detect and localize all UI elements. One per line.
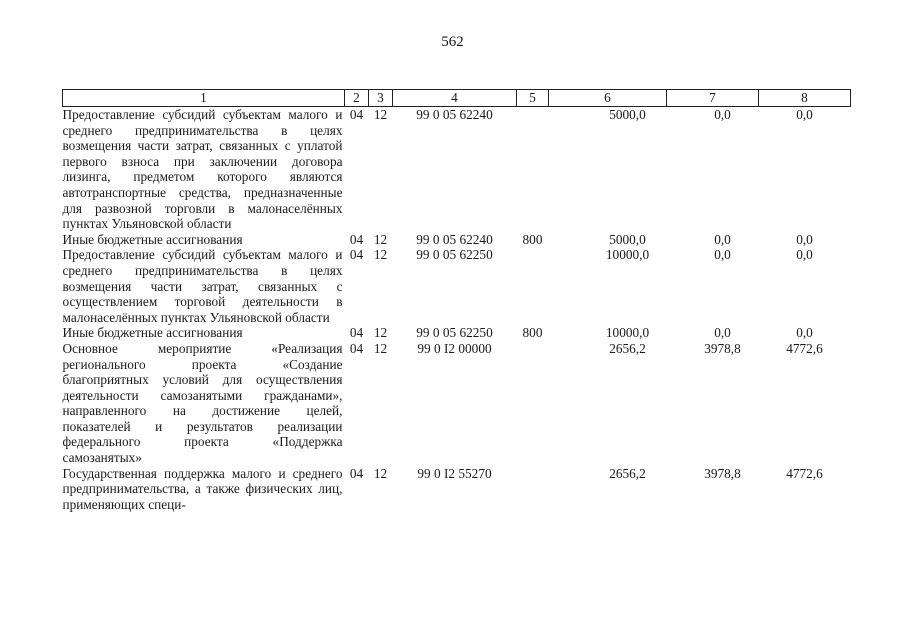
column-header: 5 bbox=[517, 90, 549, 107]
row-section: 04 bbox=[349, 340, 364, 356]
row-description: Иные бюджетные ассигнования bbox=[62, 231, 243, 247]
row-description: Предоставление субсидий субъектам малого и среднего предпринимательства в целях возмещения части затрат, связанных с осуществлением торговой деятельности в малонаселённых пунктах Ульяновской области bbox=[62, 247, 343, 325]
budget-table bbox=[62, 89, 851, 512]
row-amount-8: 4772,6 bbox=[786, 340, 823, 356]
row-section: 04 bbox=[349, 465, 364, 481]
row-expense-type bbox=[517, 341, 549, 466]
row-description: Государственная поддержка малого и среднего предпринимательства, а также физических лиц, применяющих специ- bbox=[62, 465, 343, 512]
row-amount-8: 4772,6 bbox=[786, 465, 823, 481]
row-subsection: 12 bbox=[373, 107, 388, 122]
header-row bbox=[63, 90, 851, 107]
table-row bbox=[63, 341, 851, 466]
row-amount-6: 10000,0 bbox=[605, 325, 650, 341]
row-amount-6: 2656,2 bbox=[609, 340, 646, 356]
row-amount-7: 3978,8 bbox=[704, 465, 741, 481]
table-row bbox=[63, 232, 851, 248]
row-amount-8: 0,0 bbox=[796, 231, 813, 247]
column-header: 4 bbox=[393, 90, 517, 107]
column-header: 8 bbox=[759, 90, 851, 107]
row-amount-8: 0,0 bbox=[796, 247, 813, 263]
row-section: 04 bbox=[349, 231, 364, 247]
row-amount-6: 2656,2 bbox=[609, 465, 646, 481]
column-header: 6 bbox=[549, 90, 667, 107]
table-row bbox=[63, 325, 851, 341]
row-expense-type bbox=[517, 107, 549, 232]
row-subsection: 12 bbox=[373, 340, 388, 356]
table-row bbox=[63, 466, 851, 513]
row-expense-type: 800 bbox=[522, 325, 543, 341]
row-amount-7: 0,0 bbox=[714, 247, 731, 263]
row-target-code: 99 0 I2 00000 bbox=[417, 340, 492, 356]
row-amount-6: 10000,0 bbox=[605, 247, 650, 263]
row-subsection: 12 bbox=[373, 247, 388, 263]
row-section: 04 bbox=[349, 325, 364, 341]
row-target-code: 99 0 05 62240 bbox=[416, 107, 493, 122]
table-row bbox=[63, 107, 851, 232]
row-amount-8: 0,0 bbox=[796, 107, 813, 122]
page-number: 562 bbox=[441, 34, 464, 50]
row-expense-type bbox=[517, 247, 549, 325]
row-expense-type: 800 bbox=[522, 231, 543, 247]
row-amount-7: 3978,8 bbox=[704, 340, 741, 356]
row-description: Предоставление субсидий субъектам малого и среднего предпринимательства в целях возмещения части затрат, связанных с уплатой первого взноса при заключении договора лизинга, предметом которого являются автотранспортные средства, предназначенные для развозной торговли в малонаселённых пунктах Ульяновской области bbox=[62, 107, 343, 232]
row-section: 04 bbox=[349, 247, 364, 263]
row-subsection: 12 bbox=[373, 325, 388, 341]
row-description: Основное мероприятие «Реализация регионального проекта «Создание благоприятных условий для осуществления деятельности самозанятыми гражданами», направленного на достижение целей, показателей и результатов реализации федерального проекта «Поддержка самозанятых» bbox=[62, 340, 343, 466]
column-header: 1 bbox=[63, 90, 345, 107]
row-target-code: 99 0 05 62250 bbox=[416, 247, 493, 263]
row-amount-6: 5000,0 bbox=[609, 107, 646, 122]
row-subsection: 12 bbox=[373, 465, 388, 481]
table-row bbox=[63, 247, 851, 325]
row-subsection: 12 bbox=[373, 231, 388, 247]
column-header: 3 bbox=[369, 90, 393, 107]
row-target-code: 99 0 05 62240 bbox=[416, 231, 493, 247]
column-header: 2 bbox=[345, 90, 369, 107]
row-amount-7: 0,0 bbox=[714, 231, 731, 247]
row-expense-type bbox=[517, 466, 549, 513]
row-section: 04 bbox=[349, 107, 364, 122]
row-target-code: 99 0 I2 55270 bbox=[417, 465, 492, 481]
row-amount-7: 0,0 bbox=[714, 325, 731, 341]
row-target-code: 99 0 05 62250 bbox=[416, 325, 493, 341]
row-description: Иные бюджетные ассигнования bbox=[62, 325, 243, 341]
row-amount-8: 0,0 bbox=[796, 325, 813, 341]
column-header: 7 bbox=[667, 90, 759, 107]
row-amount-6: 5000,0 bbox=[609, 231, 646, 247]
row-amount-7: 0,0 bbox=[714, 107, 731, 122]
